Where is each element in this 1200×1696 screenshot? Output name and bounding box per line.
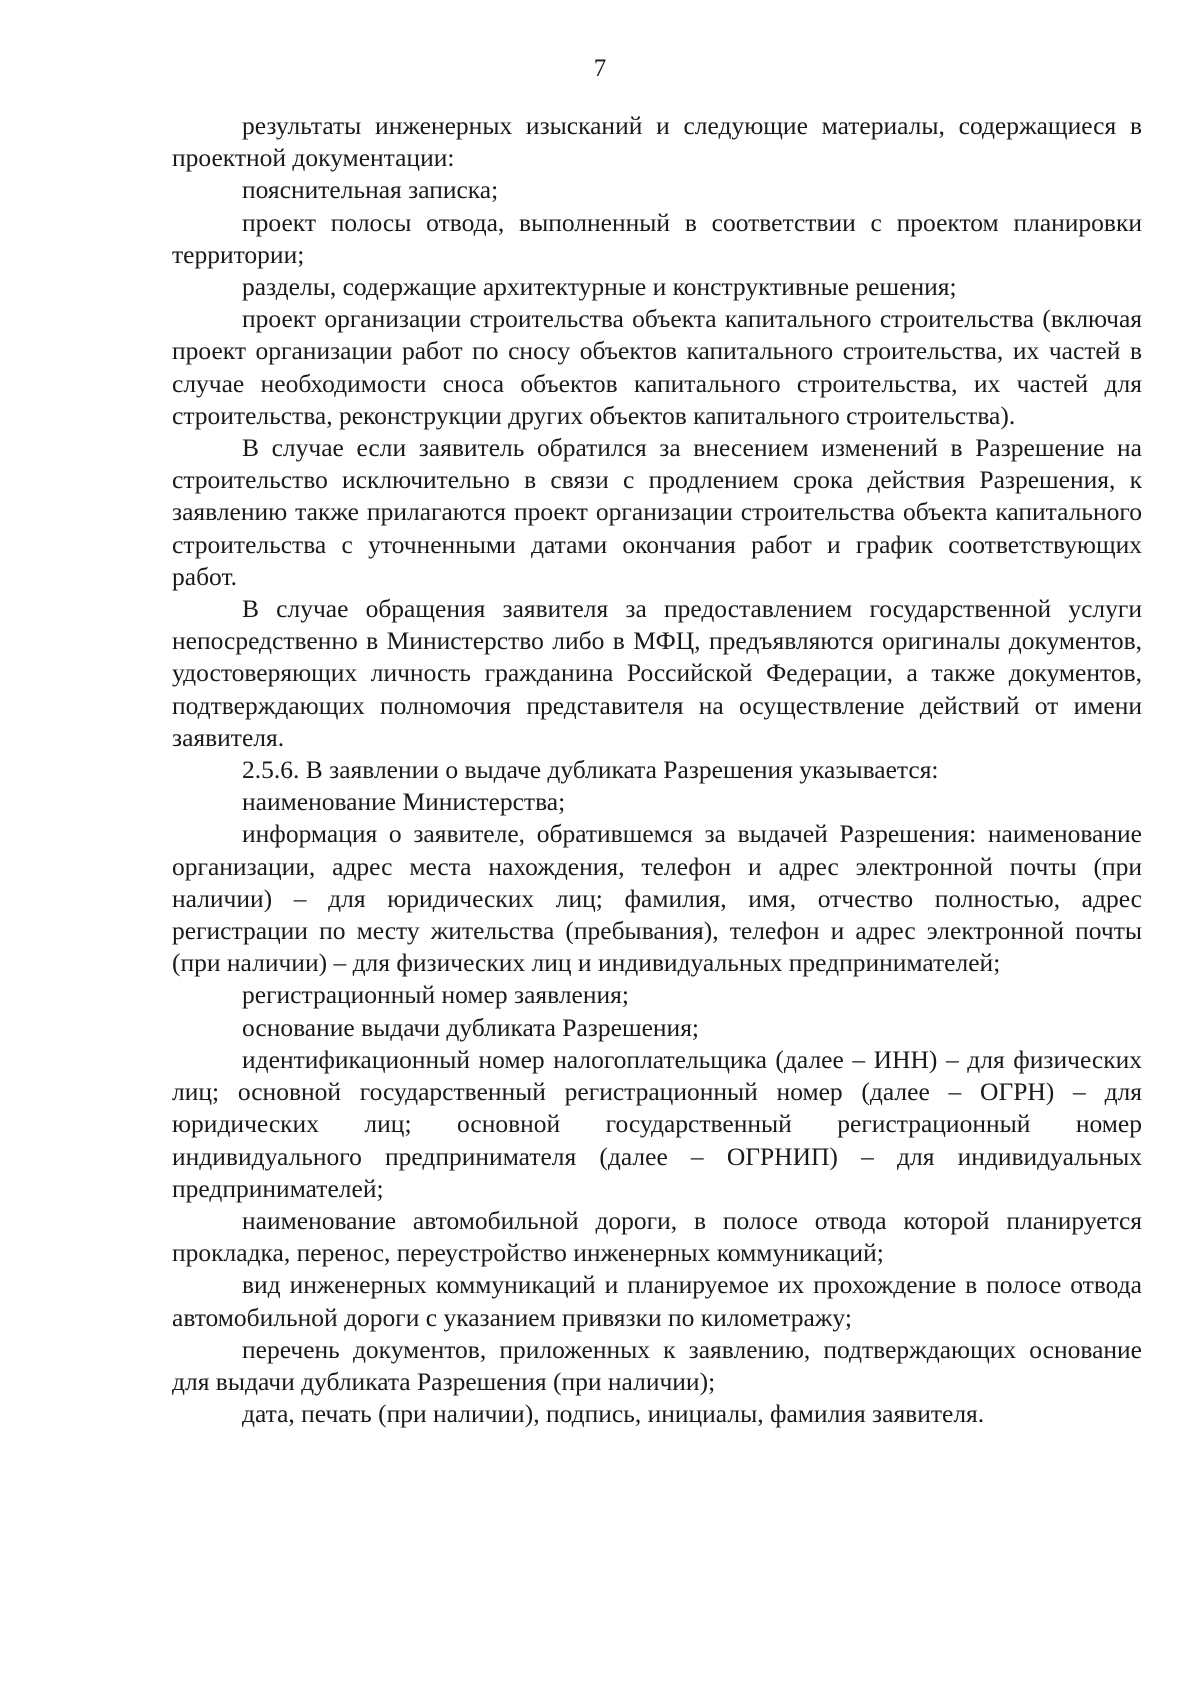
document-body xyxy=(172,110,1142,1430)
paragraph: В случае обращения заявителя за предоставлением государственной услуги непосредственно в Министерство либо в МФЦ, предъявляются оригиналы документов, удостоверяющих личность гражданина Российской Федерации, а также документов, подтверждающих полномочия представителя на осуществление действий от имени заявителя. xyxy=(172,594,1142,752)
paragraph: дата, печать (при наличии), подпись, инициалы, фамилия заявителя. xyxy=(242,1399,985,1429)
paragraph: вид инженерных коммуникаций и планируемое их прохождение в полосе отвода автомобильной дороги с указанием привязки по километражу; xyxy=(172,1270,1142,1332)
paragraph: информация о заявителе, обратившемся за выдачей Разрешения: наименование организации, адрес места нахождения, телефон и адрес электронной почты (при наличии) – для юридических лиц; фамилия, имя, отчество полностью, адрес регистрации по месту жительства (пребывания), телефон и адрес электронной почты (при наличии) – для физических лиц и индивидуальных предпринимателей; xyxy=(172,819,1142,978)
paragraph: наименование автомобильной дороги, в полосе отвода которой планируется прокладка, перенос, переустройство инженерных коммуникаций; xyxy=(172,1205,1142,1268)
paragraph: регистрационный номер заявления; xyxy=(242,980,629,1010)
paragraph: пояснительная записка; xyxy=(242,175,499,205)
paragraph: наименование Министерства; xyxy=(242,787,566,817)
paragraph: проект полосы отвода, выполненный в соответствии с проектом планировки территории; xyxy=(172,207,1142,269)
paragraph: основание выдачи дубликата Разрешения; xyxy=(242,1012,700,1042)
paragraph: идентификационный номер налогоплательщика (далее – ИНН) – для физических лиц; основной государственный регистрационный номер (далее – ОГРН) – для юридических лиц; основной государственный регистрационный номер индивидуального предпринимателя (далее – ОГРНИП) – для индивидуальных предпринимателей; xyxy=(172,1044,1142,1203)
paragraph: результаты инженерных изысканий и следующие материалы, содержащиеся в проектной документации: xyxy=(172,111,1142,173)
paragraph: разделы, содержащие архитектурные и конструктивные решения; xyxy=(242,272,957,302)
paragraph: проект организации строительства объекта капитального строительства (включая проект организации работ по сносу объектов капитального строительства, их частей в случае необходимости сноса объектов капитального строительства, их частей для строительства, реконструкции других объектов капитального строительства). xyxy=(172,304,1142,430)
paragraph: 2.5.6. В заявлении о выдаче дубликата Разрешения указывается: xyxy=(242,755,939,785)
page-number: 7 xyxy=(593,55,607,82)
paragraph: перечень документов, приложенных к заявлению, подтверждающих основание для выдачи дубликата Разрешения (при наличии); xyxy=(172,1334,1142,1396)
paragraph: В случае если заявитель обратился за внесением изменений в Разрешение на строительство исключительно в связи с продлением срока действия Разрешения, к заявлению также прилагаются проект организации строительства объекта капитального строительства с уточненными датами окончания работ и график соответствующих работ. xyxy=(172,433,1142,591)
